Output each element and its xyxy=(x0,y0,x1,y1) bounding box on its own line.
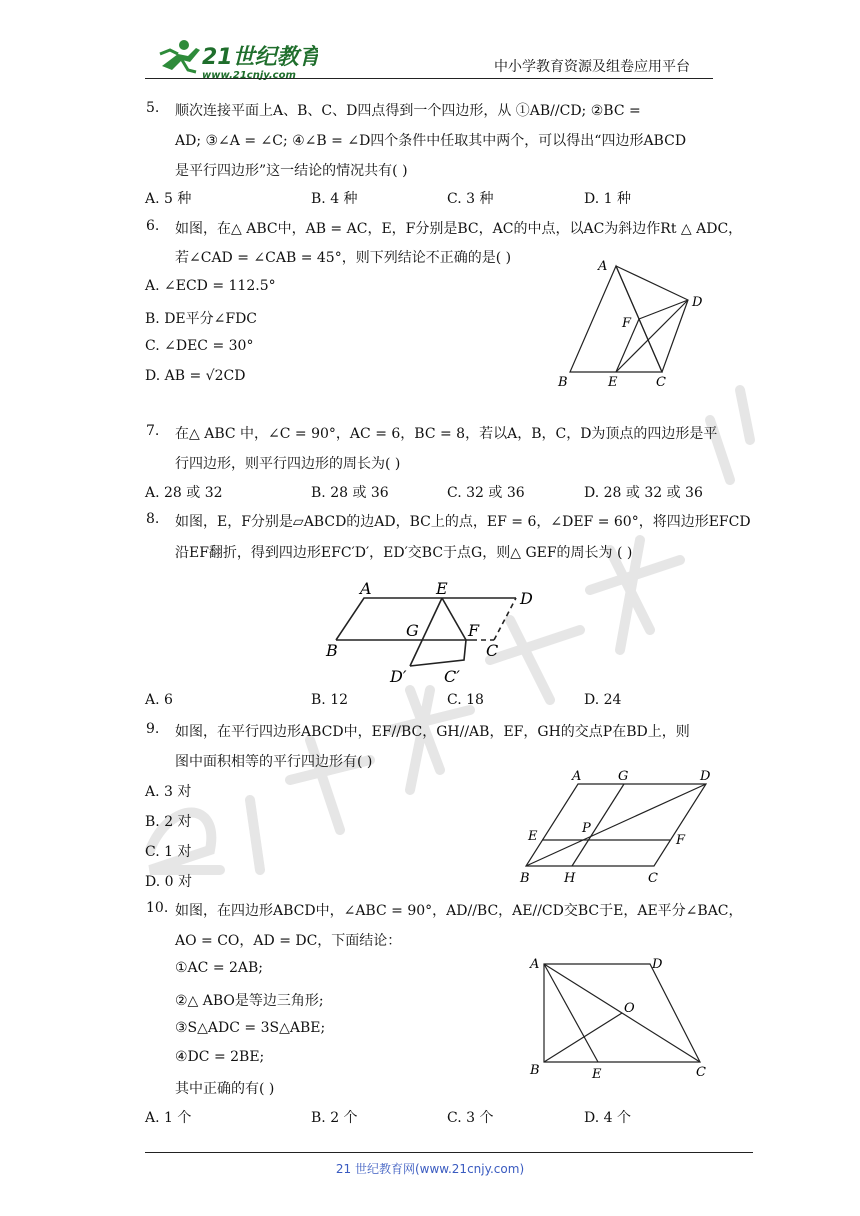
q6-option-a: A. ∠ECD = 112.5° xyxy=(145,278,276,294)
q10-label-c: C xyxy=(696,1065,706,1080)
question-7-line-2: 行四边形，则平行四边形的周长为( ) xyxy=(175,456,401,472)
q8-edge xyxy=(442,598,466,640)
q8-option-c: C. 18 xyxy=(447,692,484,708)
q7-option-c: C. 32 或 36 xyxy=(447,485,525,501)
q9-option-b: B. 2 对 xyxy=(145,814,192,830)
logo-text: 21世纪教育 xyxy=(202,45,318,70)
question-9-line-1: 如图，在平行四边形ABCD中，EF//BC，GH//AB，EF，GH的交点P在BD上，则 xyxy=(175,724,690,740)
q7-option-d: D. 28 或 32 或 36 xyxy=(584,485,703,501)
logo-url: www.21cnjy.com xyxy=(202,70,296,80)
question-9-line-2: 图中面积相等的平行四边形有( ) xyxy=(175,754,373,770)
q6-label-c: C xyxy=(656,375,666,390)
q10-label-a: A xyxy=(530,957,540,972)
q8-label-g: G xyxy=(406,621,419,640)
q9-label-g: G xyxy=(618,769,629,784)
q10-label-d: D xyxy=(652,957,663,972)
q6-edge xyxy=(639,300,688,319)
q8-label-b: B xyxy=(326,641,338,660)
question-5-line-1: 顺次连接平面上A、B、C、D四点得到一个四边形，从 ①AB//CD; ②BC = xyxy=(175,103,641,119)
question-5-line-2: AD; ③∠A = ∠C; ④∠B = ∠D四个条件中任取其中两个，可以得出“四边形ABCD xyxy=(175,133,687,149)
q7-option-b: B. 28 或 36 xyxy=(311,485,389,501)
question-6-line-2: 若∠CAD = ∠CAB = 45°，则下列结论不正确的是( ) xyxy=(175,250,512,266)
q10-option-c: C. 3 个 xyxy=(447,1110,494,1126)
q9-option-c: C. 1 对 xyxy=(145,844,192,860)
runner-icon xyxy=(160,40,200,72)
footer-divider xyxy=(145,1152,753,1153)
q8-label-a: A xyxy=(360,579,372,598)
q9-option-a: A. 3 对 xyxy=(145,784,192,800)
q10-label-o: O xyxy=(624,1001,635,1016)
q9-label-b: B xyxy=(520,871,530,886)
q8-figure xyxy=(318,578,548,690)
q10-option-b: B. 2 个 xyxy=(311,1110,358,1126)
question-5-number: 5. xyxy=(146,100,160,116)
q10-option-d: D. 4 个 xyxy=(584,1110,631,1126)
q8-option-b: B. 12 xyxy=(311,692,349,708)
question-10-line-1: 如图，在四边形ABCD中，∠ABC = 90°，AD//BC，AE//CD交BC于E，AE平分∠BAC， xyxy=(175,903,743,919)
q8-label-f: F xyxy=(468,621,480,640)
q5-option-c: C. 3 种 xyxy=(447,191,494,207)
q9-label-p: P xyxy=(582,821,591,836)
question-10-line-4: ②△ ABO是等边三角形; xyxy=(175,993,324,1009)
question-6-line-1: 如图，在△ ABC中，AB = AC，E，F分别是BC，AC的中点，以AC为斜边作Rt △ ADC， xyxy=(175,221,743,237)
q6-label-d: D xyxy=(692,295,703,310)
question-10-line-5: ③S△ADC = 3S△ABE; xyxy=(175,1020,326,1036)
q9-label-d: D xyxy=(700,769,711,784)
q8-label-d: D xyxy=(520,589,533,608)
q6-figure xyxy=(550,252,720,392)
q6-label-b: B xyxy=(558,375,568,390)
question-9-number: 9. xyxy=(146,721,160,737)
question-10-number: 10. xyxy=(146,900,169,916)
question-10-line-3: ①AC = 2AB; xyxy=(175,960,264,976)
q10-edge xyxy=(544,964,598,1062)
question-8-number: 8. xyxy=(146,511,160,527)
q9-option-d: D. 0 对 xyxy=(145,874,192,890)
footer-link[interactable]: 21 世纪教育网(www.21cnjy.com) xyxy=(335,1162,525,1176)
question-8-line-1: 如图，E，F分别是▱ABCD的边AD，BC上的点，EF = 6，∠DEF = 60°，将四边形EFCD xyxy=(175,514,751,530)
q9-label-c: C xyxy=(648,871,658,886)
question-8-line-2: 沿EF翻折，得到四边形EFC′D′，ED′交BC于点G，则△ GEF的周长为 ( ) xyxy=(175,545,633,561)
q9-label-a: A xyxy=(572,769,582,784)
q8-label-d-prime: D′ xyxy=(390,667,407,686)
q6-option-b: B. DE平分∠FDC xyxy=(145,311,258,327)
site-logo xyxy=(148,36,318,80)
q7-option-a: A. 28 或 32 xyxy=(145,485,223,501)
q10-option-a: A. 1 个 xyxy=(145,1110,192,1126)
q6-option-c: C. ∠DEC = 30° xyxy=(145,338,254,354)
q10-label-b: B xyxy=(530,1063,540,1078)
q6-edge xyxy=(570,266,662,372)
q8-label-c: C xyxy=(486,641,499,660)
q8-option-a: A. 6 xyxy=(145,692,173,708)
q9-label-e: E xyxy=(528,829,538,844)
question-6-number: 6. xyxy=(146,218,160,234)
q6-label-e: E xyxy=(608,375,618,390)
q10-label-e: E xyxy=(592,1067,602,1082)
question-7-line-1: 在△ ABC 中，∠C = 90°，AC = 6，BC = 8，若以A，B，C，D为顶点的四边形是平 xyxy=(175,426,718,442)
q8-option-d: D. 24 xyxy=(584,692,622,708)
question-7-number: 7. xyxy=(146,423,160,439)
q8-edge xyxy=(494,598,516,640)
q9-label-f: F xyxy=(676,833,686,848)
q6-label-f: F xyxy=(622,316,632,331)
q5-option-a: A. 5 种 xyxy=(145,191,192,207)
q8-label-c-prime: C′ xyxy=(444,667,460,686)
q6-option-d: D. AB = √2CD xyxy=(145,368,246,384)
q8-edge xyxy=(410,640,466,666)
q10-edge xyxy=(544,1013,622,1062)
header-divider xyxy=(145,78,713,79)
q9-label-h: H xyxy=(564,871,576,886)
platform-name: 中小学教育资源及组卷应用平台 xyxy=(494,59,690,75)
q6-label-a: A xyxy=(598,259,608,274)
question-5-line-3: 是平行四边形”这一结论的情况共有( ) xyxy=(175,163,408,179)
question-10-line-2: AO = CO，AD = DC，下面结论： xyxy=(175,933,402,949)
q6-edge xyxy=(616,300,688,372)
q10-figure xyxy=(524,952,724,1086)
q9-figure xyxy=(512,766,722,890)
question-10-line-7: 其中正确的有( ) xyxy=(175,1081,275,1097)
q5-option-d: D. 1 种 xyxy=(584,191,631,207)
question-10-line-6: ④DC = 2BE; xyxy=(175,1049,265,1065)
q5-option-b: B. 4 种 xyxy=(311,191,358,207)
q8-label-e: E xyxy=(436,579,448,598)
